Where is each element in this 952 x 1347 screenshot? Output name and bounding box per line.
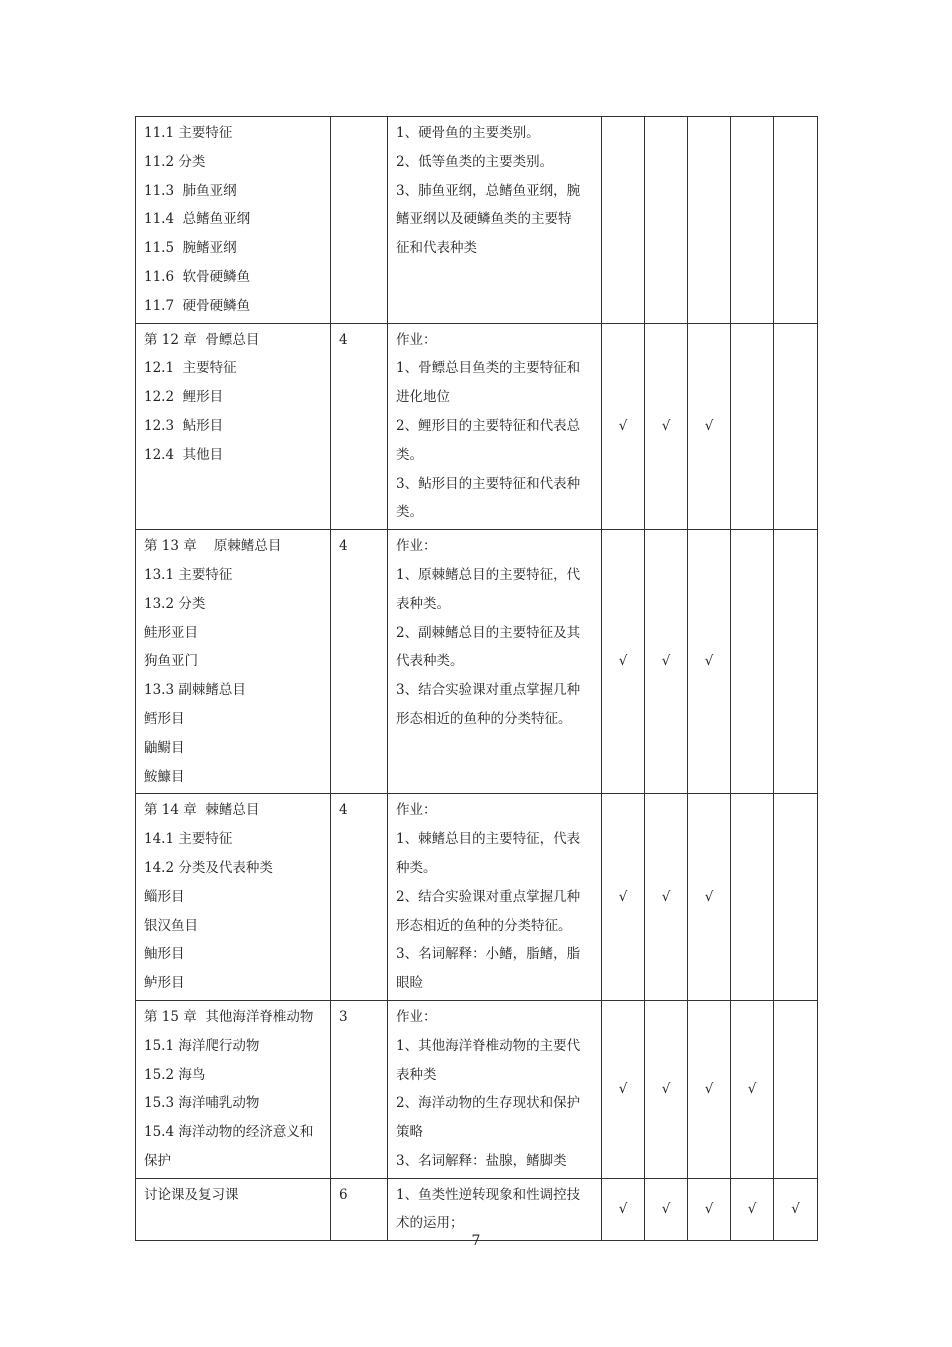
chapter-line: 鲉形目 [144, 946, 185, 963]
check-mark-cell [774, 530, 818, 794]
check-mark-cell: √ [602, 794, 645, 1001]
content-line: 类。 [396, 504, 423, 521]
content-line: 作业： [396, 802, 437, 819]
hours-cell: 4 [331, 794, 388, 1001]
table-row [136, 530, 818, 794]
chapter-line: 保护 [144, 1152, 171, 1169]
content-line: 眼睑 [396, 975, 423, 992]
chapter-line: 鮟鱇目 [144, 768, 185, 785]
chapter-line: 12.3 鲇形目 [144, 417, 224, 434]
check-mark-cell: √ [645, 1000, 688, 1178]
content-line: 1、棘鳍总目的主要特征，代表 [396, 831, 581, 848]
chapter-line: 15.3 海洋哺乳动物 [144, 1095, 260, 1112]
chapter-line: 15.4 海洋动物的经济意义和 [144, 1124, 314, 1141]
content-line: 1、其他海洋脊椎动物的主要代 [396, 1037, 581, 1054]
content-line: 表种类 [396, 1066, 437, 1083]
check-mark-cell: √ [688, 1000, 731, 1178]
table-row [136, 323, 818, 530]
check-mark-cell: √ [688, 794, 731, 1001]
chapter-line: 12.1 主要特征 [144, 360, 237, 377]
check-mark-cell [602, 117, 645, 324]
chapter-line: 15.2 海鸟 [144, 1066, 206, 1083]
content-line: 鳍亚纲以及硬鳞鱼类的主要特 [396, 211, 572, 228]
content-line: 进化地位 [396, 389, 450, 406]
check-mark-cell [731, 323, 774, 530]
content-cell [388, 1000, 602, 1178]
chapter-line: 狗鱼亚门 [144, 653, 198, 670]
chapter-line: 13.2 分类 [144, 595, 206, 612]
chapter-line: 12.4 其他目 [144, 446, 224, 463]
check-mark-cell: √ [774, 1178, 818, 1241]
chapter-line: 14.1 主要特征 [144, 831, 233, 848]
chapter-line: 11.4 总鳍鱼亚纲 [144, 211, 251, 228]
content-line: 类。 [396, 446, 423, 463]
check-mark-cell [774, 794, 818, 1001]
check-mark-cell [731, 794, 774, 1001]
content-cell [388, 1178, 602, 1241]
check-mark-cell [774, 323, 818, 530]
check-mark-cell [645, 117, 688, 324]
content-line: 3、名词解释：小鳍，脂鳍，脂 [396, 946, 581, 963]
content-cell [388, 323, 602, 530]
hours-cell: 3 [331, 1000, 388, 1178]
chapter-line: 银汉鱼目 [144, 917, 198, 934]
chapter-line: 11.3 肺鱼亚纲 [144, 182, 237, 199]
content-cell [388, 530, 602, 794]
chapter-line: 第 14 章 棘鳍总目 [144, 802, 260, 819]
check-mark-cell: √ [731, 1178, 774, 1241]
chapter-line: 第 15 章 其他海洋脊椎动物 [144, 1008, 314, 1025]
content-cell [388, 794, 602, 1001]
chapter-line: 鲈形目 [144, 975, 185, 992]
table-row [136, 1178, 818, 1241]
content-line: 3、鲇形目的主要特征和代表种 [396, 475, 581, 492]
chapter-line: 第 12 章 骨鳔总目 [144, 331, 260, 348]
check-mark-cell: √ [602, 530, 645, 794]
chapter-line: 14.2 分类及代表种类 [144, 859, 273, 876]
hours-cell: 4 [331, 530, 388, 794]
page-number: 7 [471, 1233, 481, 1249]
check-mark-cell: √ [645, 794, 688, 1001]
chapter-line: 13.1 主要特征 [144, 566, 233, 583]
content-line: 征和代表种类 [396, 240, 477, 257]
content-line: 2、海洋动物的生存现状和保护 [396, 1095, 581, 1112]
table-row [136, 117, 818, 324]
chapter-line: 鲻形目 [144, 888, 185, 905]
table-row [136, 1000, 818, 1178]
syllabus-table [135, 116, 818, 1241]
content-line: 形态相近的鱼种的分类特征。 [396, 917, 572, 934]
check-mark-cell: √ [688, 530, 731, 794]
content-line: 作业： [396, 538, 437, 555]
table-row [136, 794, 818, 1001]
chapter-line: 11.7 硬骨硬鳞鱼 [144, 297, 251, 314]
content-line: 种类。 [396, 859, 437, 876]
check-mark-cell [731, 530, 774, 794]
content-line: 3、结合实验课对重点掌握几种 [396, 682, 581, 699]
check-mark-cell: √ [602, 1178, 645, 1241]
hours-cell [331, 117, 388, 324]
chapter-line: 讨论课及复习课 [144, 1186, 239, 1203]
table-body [136, 117, 818, 1241]
check-mark-cell: √ [645, 530, 688, 794]
content-line: 2、副棘鳍总目的主要特征及其 [396, 624, 581, 641]
chapter-line: 11.1 主要特征 [144, 125, 233, 141]
check-mark-cell [688, 117, 731, 324]
content-line: 作业： [396, 1008, 437, 1025]
content-line: 作业： [396, 331, 437, 348]
content-line: 3、肺鱼亚纲，总鳍鱼亚纲，腕 [396, 182, 581, 199]
chapter-cell [136, 1000, 331, 1178]
content-line: 2、鲤形目的主要特征和代表总 [396, 417, 581, 434]
hours-cell: 4 [331, 323, 388, 530]
chapter-line: 12.2 鲤形目 [144, 389, 224, 406]
check-mark-cell: √ [602, 1000, 645, 1178]
content-line: 表种类。 [396, 595, 450, 612]
check-mark-cell: √ [688, 323, 731, 530]
chapter-line: 11.6 软骨硬鳞鱼 [144, 268, 251, 285]
content-line: 术的运用； [396, 1215, 464, 1232]
content-line: 1、原棘鳍总目的主要特征，代 [396, 566, 581, 583]
content-line: 1、鱼类性逆转现象和性调控技 [396, 1186, 581, 1203]
content-line: 1、骨鳔总目鱼类的主要特征和 [396, 360, 581, 377]
content-line: 1、硬骨鱼的主要类别。 [396, 125, 540, 141]
check-mark-cell [731, 117, 774, 324]
content-line: 代表种类。 [396, 653, 464, 670]
chapter-cell [136, 530, 331, 794]
content-line: 2、结合实验课对重点掌握几种 [396, 888, 581, 905]
check-mark-cell [774, 1000, 818, 1178]
content-line: 形态相近的鱼种的分类特征。 [396, 710, 572, 727]
content-line: 策略 [396, 1124, 423, 1141]
chapter-line: 鲑形亚目 [144, 624, 198, 641]
chapter-line: 鼬鳚目 [144, 739, 185, 756]
chapter-line: 11.5 腕鳍亚纲 [144, 240, 237, 257]
check-mark-cell: √ [602, 323, 645, 530]
check-mark-cell [774, 117, 818, 324]
chapter-line: 15.1 海洋爬行动物 [144, 1037, 260, 1054]
chapter-cell [136, 794, 331, 1001]
check-mark-cell: √ [688, 1178, 731, 1241]
check-mark-cell: √ [645, 323, 688, 530]
chapter-cell [136, 117, 331, 324]
chapter-line: 第 13 章 原棘鳍总目 [144, 538, 282, 555]
chapter-cell [136, 1178, 331, 1241]
check-mark-cell: √ [645, 1178, 688, 1241]
content-line: 2、低等鱼类的主要类别。 [396, 153, 554, 170]
chapter-line: 11.2 分类 [144, 153, 206, 170]
content-cell [388, 117, 602, 324]
chapter-cell [136, 323, 331, 530]
chapter-line: 鳕形目 [144, 710, 185, 727]
content-line: 3、名词解释：盐腺，鳍脚类 [396, 1152, 567, 1169]
hours-cell: 6 [331, 1178, 388, 1241]
check-mark-cell: √ [731, 1000, 774, 1178]
chapter-line: 13.3 副棘鳍总目 [144, 682, 246, 699]
